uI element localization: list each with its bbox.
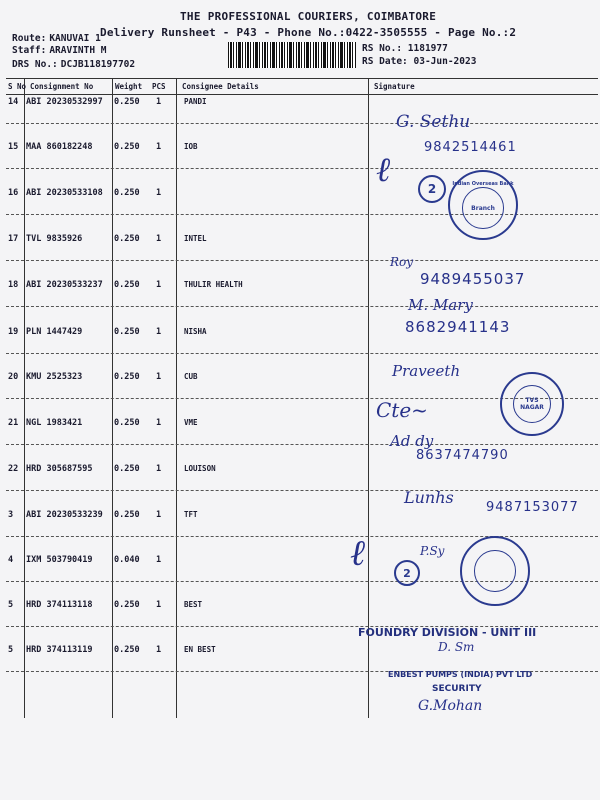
row-divider bbox=[6, 306, 598, 307]
cell-pcs: 1 bbox=[156, 280, 162, 290]
signature-scribble-4: ℓ bbox=[350, 533, 365, 574]
cell-weight: 0.250 bbox=[114, 645, 140, 655]
cell-consignment: NGL 1983421 bbox=[26, 418, 83, 428]
table-header-border bbox=[6, 94, 598, 95]
cell-pcs: 1 bbox=[156, 600, 162, 610]
drs-label: DRS No.: bbox=[12, 59, 58, 70]
signature-initials-4: P.Sy bbox=[420, 544, 445, 558]
cell-pcs: 1 bbox=[156, 188, 162, 198]
bank-stamp bbox=[448, 170, 518, 240]
cell-weight: 0.250 bbox=[114, 464, 140, 474]
enbest-stamp-security: SECURITY bbox=[432, 684, 482, 694]
cell-consignee: EN BEST bbox=[184, 645, 216, 654]
cell-weight: 0.250 bbox=[114, 188, 140, 198]
cell-consignment: HRD 374113119 bbox=[26, 645, 93, 655]
tvs-stamp bbox=[500, 372, 564, 436]
row-divider bbox=[6, 490, 598, 491]
tvs-stamp-inner bbox=[513, 385, 551, 423]
cell-consignment: ABI 20230533237 bbox=[26, 280, 103, 290]
cell-pcs: 1 bbox=[156, 510, 162, 520]
col-sno: S No bbox=[8, 82, 27, 91]
cell-sno: 4 bbox=[8, 555, 14, 565]
signature-row-14: G. Sethu bbox=[396, 112, 471, 132]
rs-no-line bbox=[362, 43, 448, 54]
company-stamp-4-inner bbox=[474, 550, 516, 592]
staff-value: ARAVINTH M bbox=[49, 45, 107, 56]
cell-sno: 19 bbox=[8, 327, 19, 337]
cell-sno: 20 bbox=[8, 372, 19, 382]
cell-consignment: HRD 305687595 bbox=[26, 464, 93, 474]
rs-date-value: 03-Jun-2023 bbox=[413, 56, 477, 67]
cell-sno: 21 bbox=[8, 418, 19, 428]
rs-date-line bbox=[362, 56, 476, 67]
cell-consignee: PANDI bbox=[184, 97, 207, 106]
cell-consignment: KMU 2525323 bbox=[26, 372, 83, 382]
col-consignee: Consignee Details bbox=[182, 82, 259, 91]
cell-consignment: TVL 9835926 bbox=[26, 234, 83, 244]
cell-sno: 3 bbox=[8, 510, 14, 520]
runsheet-title: Delivery Runsheet - P43 - Phone No.:0422-3505555 - Page No.:2 bbox=[100, 26, 517, 39]
cell-sno: 18 bbox=[8, 280, 19, 290]
col-signature: Signature bbox=[374, 82, 415, 91]
row-divider bbox=[6, 536, 598, 537]
col-pcs: PCS bbox=[152, 82, 166, 91]
cell-sno: 5 bbox=[8, 645, 14, 655]
cell-consignment: PLN 1447429 bbox=[26, 327, 83, 337]
cell-pcs: 1 bbox=[156, 327, 162, 337]
row-divider bbox=[6, 260, 598, 261]
cell-weight: 0.250 bbox=[114, 600, 140, 610]
cell-consignment: ABI 20230533108 bbox=[26, 188, 103, 198]
tvs-stamp-text: TVS NAGAR bbox=[520, 397, 544, 411]
cell-pcs: 1 bbox=[156, 464, 162, 474]
cell-weight: 0.250 bbox=[114, 280, 140, 290]
row-divider bbox=[6, 444, 598, 445]
cell-consignment: IXM 503790419 bbox=[26, 555, 93, 565]
cell-weight: 0.040 bbox=[114, 555, 140, 565]
cell-weight: 0.250 bbox=[114, 142, 140, 152]
signature-row-15: 9842514461 bbox=[424, 140, 517, 155]
staff-label: Staff: bbox=[12, 45, 47, 56]
drs-line bbox=[12, 59, 135, 70]
cell-pcs: 1 bbox=[156, 142, 162, 152]
signature-row-21-scribble: Cte~ bbox=[376, 398, 428, 422]
foundry-signature: D. Sm bbox=[438, 640, 475, 654]
route-label: Route: bbox=[12, 33, 47, 44]
signature-initial: Roy bbox=[390, 255, 414, 269]
cell-consignee: INTEL bbox=[184, 234, 207, 243]
col-consignment: Consignment No bbox=[30, 82, 94, 91]
signature-row-19: 8682941143 bbox=[405, 318, 511, 336]
cell-sno: 5 bbox=[8, 600, 14, 610]
rs-date-label: RS Date: bbox=[362, 56, 408, 67]
cell-consignee: BEST bbox=[184, 600, 203, 609]
signature-phone-a: 9489455037 bbox=[420, 270, 526, 288]
cell-pcs: 1 bbox=[156, 555, 162, 565]
cell-sno: 22 bbox=[8, 464, 19, 474]
signature-row-20: Praveeth bbox=[392, 362, 461, 380]
staff-line bbox=[12, 45, 107, 56]
cell-weight: 0.250 bbox=[114, 510, 140, 520]
circle-two-mark: 2 bbox=[418, 175, 446, 203]
company-name: THE PROFESSIONAL COURIERS, COIMBATORE bbox=[180, 10, 437, 23]
cell-pcs: 1 bbox=[156, 372, 162, 382]
cell-consignee: IOB bbox=[184, 142, 198, 151]
bank-stamp-inner bbox=[462, 187, 504, 229]
signature-row-3: 9487153077 bbox=[486, 500, 579, 515]
bank-stamp-name: Indian Overseas Bank bbox=[452, 181, 514, 188]
circle-two-mark-4: 2 bbox=[394, 560, 420, 586]
signature-initials-21: Ad dy bbox=[390, 432, 434, 450]
row-divider bbox=[6, 123, 598, 124]
row-divider bbox=[6, 353, 598, 354]
bank-stamp-branch: Branch bbox=[471, 204, 495, 212]
rs-no-value: 1181977 bbox=[407, 43, 448, 54]
cell-consignee: NISHA bbox=[184, 327, 207, 336]
cell-weight: 0.250 bbox=[114, 372, 140, 382]
cell-consignee: VME bbox=[184, 418, 198, 427]
rs-no-label: RS No.: bbox=[362, 43, 403, 54]
cell-consignment: MAA 860182248 bbox=[26, 142, 93, 152]
table-top-border bbox=[6, 78, 598, 79]
route-line bbox=[12, 33, 101, 44]
enbest-signature: G.Mohan bbox=[418, 698, 483, 714]
cell-weight: 0.250 bbox=[114, 234, 140, 244]
cell-pcs: 1 bbox=[156, 645, 162, 655]
cell-weight: 0.250 bbox=[114, 327, 140, 337]
cell-sno: 14 bbox=[8, 97, 19, 107]
signature-scribble: ℓ bbox=[376, 150, 391, 190]
cell-consignee: CUB bbox=[184, 372, 198, 381]
cell-sno: 17 bbox=[8, 234, 19, 244]
cell-pcs: 1 bbox=[156, 97, 162, 107]
barcode bbox=[228, 42, 356, 68]
cell-pcs: 1 bbox=[156, 418, 162, 428]
foundry-stamp: FOUNDRY DIVISION - UNIT III bbox=[358, 626, 537, 639]
route-value: KANUVAI 1 bbox=[49, 33, 101, 44]
cell-consignee: TFT bbox=[184, 510, 198, 519]
company-stamp-4 bbox=[460, 536, 530, 606]
cell-weight: 0.250 bbox=[114, 418, 140, 428]
cell-consignment: ABI 20230533239 bbox=[26, 510, 103, 520]
cell-consignment: ABI 20230532997 bbox=[26, 97, 103, 107]
cell-weight: 0.250 bbox=[114, 97, 140, 107]
drs-value: DCJB118197702 bbox=[60, 59, 136, 70]
cell-consignment: HRD 374113118 bbox=[26, 600, 93, 610]
signature-row-3-name: Lunhs bbox=[404, 488, 454, 507]
col-weight: Weight bbox=[115, 82, 143, 91]
cell-consignee: LOUISON bbox=[184, 464, 216, 473]
signature-name-mary: M. Mary bbox=[408, 296, 473, 314]
signature-row-21: 8637474790 bbox=[416, 448, 509, 463]
cell-sno: 15 bbox=[8, 142, 19, 152]
row-divider bbox=[6, 168, 598, 169]
enbest-stamp-name: ENBEST PUMPS (INDIA) PVT LTD bbox=[388, 670, 533, 679]
cell-pcs: 1 bbox=[156, 234, 162, 244]
cell-sno: 16 bbox=[8, 188, 19, 198]
cell-consignee: THULIR HEALTH bbox=[184, 280, 243, 289]
